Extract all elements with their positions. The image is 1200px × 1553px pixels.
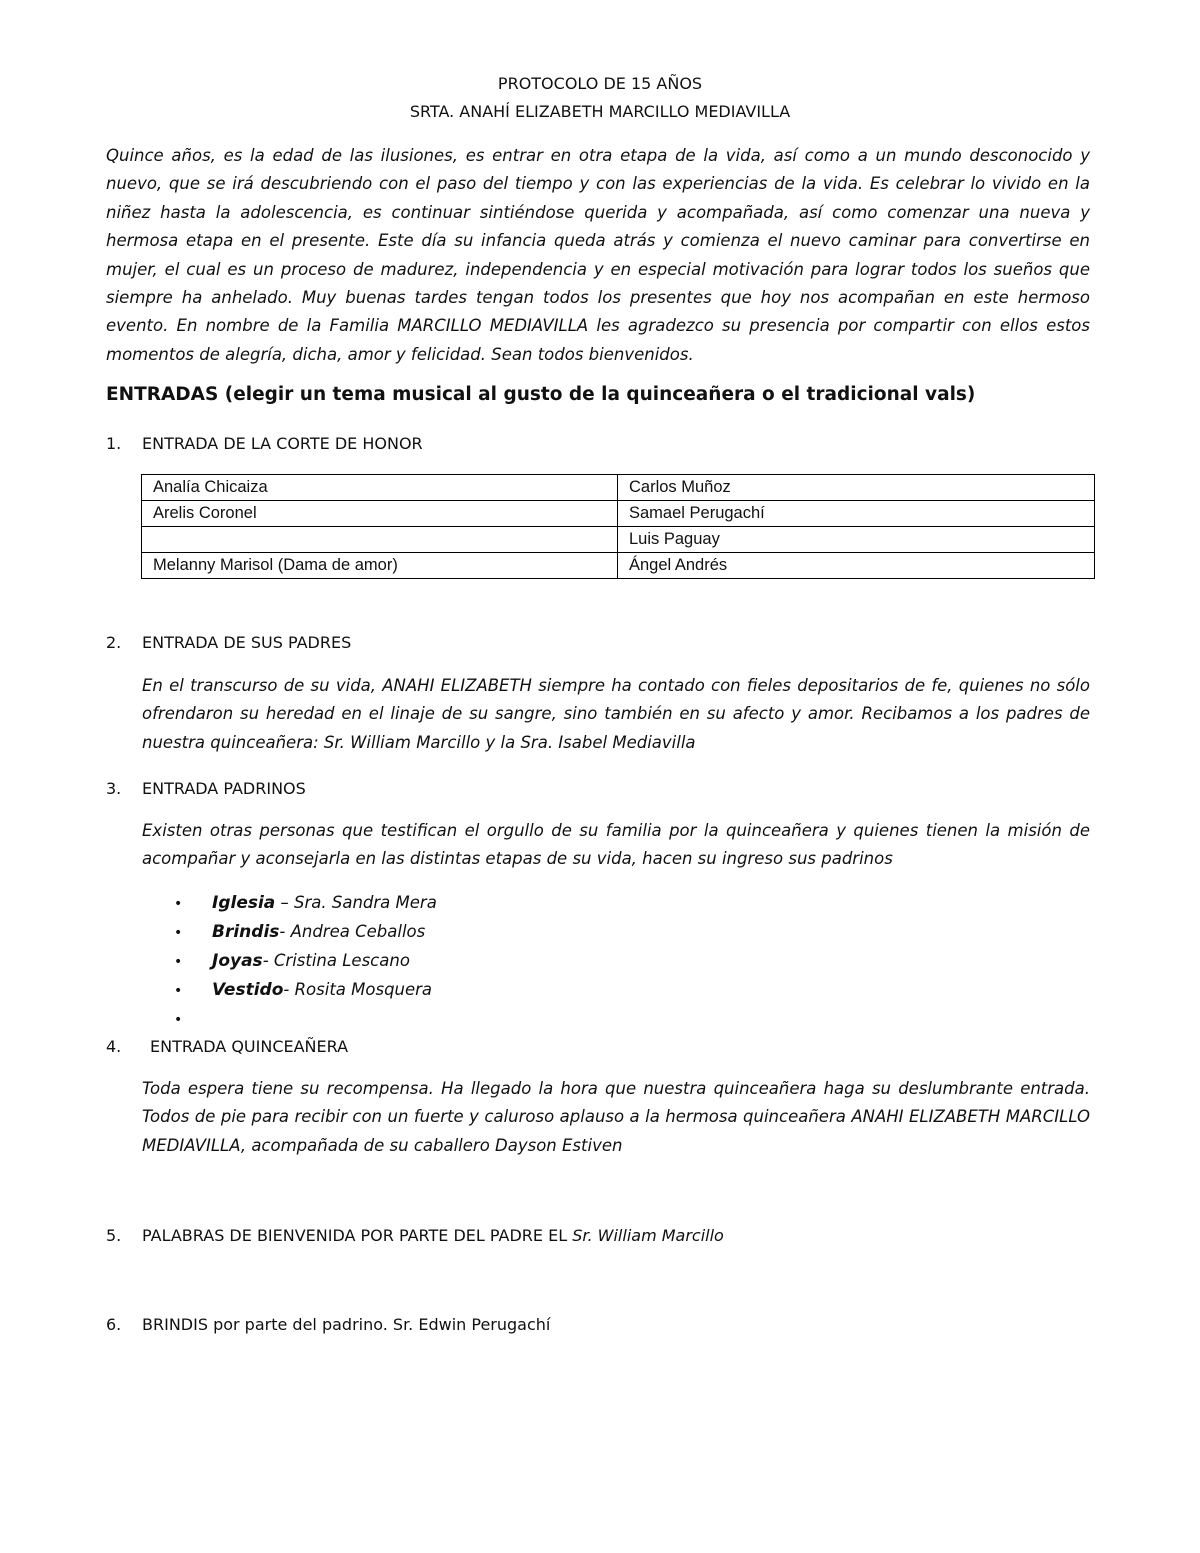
section-label-italic: Sr. William Marcillo xyxy=(572,1226,724,1245)
entradas-heading: ENTRADAS (elegir un tema musical al gusto de la quinceañera o el tradicional vals) xyxy=(106,384,976,405)
table-cell: Analía Chicaiza xyxy=(142,475,618,501)
section-label: ENTRADA QUINCEAÑERA xyxy=(150,1037,349,1056)
padrino-role: Joyas xyxy=(212,951,263,971)
section-3-heading xyxy=(106,779,306,798)
section-number: 6. xyxy=(106,1315,122,1334)
bullet-icon: • xyxy=(174,954,183,970)
table-row xyxy=(142,553,1095,579)
table-cell: Carlos Muñoz xyxy=(618,475,1095,501)
list-item xyxy=(174,975,437,1004)
section-number: 4. xyxy=(106,1037,122,1056)
table-cell: Ángel Andrés xyxy=(618,553,1095,579)
bullet-icon: • xyxy=(174,896,183,912)
list-item xyxy=(174,888,437,917)
table-cell: Melanny Marisol (Dama de amor) xyxy=(142,553,618,579)
section-number: 2. xyxy=(106,633,122,652)
section-label: PALABRAS DE BIENVENIDA POR PARTE DEL PADRE EL xyxy=(142,1226,568,1245)
padrino-name: – Sra. Sandra Mera xyxy=(275,893,437,912)
court-of-honor-table xyxy=(141,474,1095,579)
padrinos-paragraph: Existen otras personas que testifican el orgullo de su familia por la quinceañera y quienes tienen la misión de acompañar y aconsejarla en las distintas etapas de su vida, hacen su ingreso sus padrinos xyxy=(142,821,1090,869)
intro-paragraph: Quince años, es la edad de las ilusiones, es entrar en otra etapa de la vida, así como a un mundo desconocido y nuevo, que se irá descubriendo con el paso del tiempo y con las experiencias de la vida. Es celebrar lo vivido en la niñez hasta la adolescencia, es continuar sintiéndose querida y acompañada, así como comenzar una nueva y hermosa etapa en el presente. Este día su infancia queda atrás y comienza el nuevo caminar para convertirse en mujer, el cual es un proceso de madurez, independencia y en especial motivación para lograr todos los sueños que siempre ha anhelado. Muy buenas tardes tengan todos los presentes que hoy nos acompañan en este hermoso evento. En nombre de la Familia MARCILLO MEDIAVILLA les agradezco su presencia por compartir con ellos estos momentos de alegría, dicha, amor y felicidad. Sean todos bienvenidos. xyxy=(106,146,1090,364)
section-label: ENTRADA DE LA CORTE DE HONOR xyxy=(142,434,423,453)
document-title: PROTOCOLO DE 15 AÑOS xyxy=(497,74,703,93)
padrino-role: Iglesia xyxy=(212,893,276,913)
padrino-role: Brindis xyxy=(212,922,280,942)
section-number: 3. xyxy=(106,779,122,798)
table-cell xyxy=(142,527,618,553)
document-subtitle: SRTA. ANAHÍ ELIZABETH MARCILLO MEDIAVILLA xyxy=(409,102,791,121)
bullet-icon: • xyxy=(174,1012,183,1028)
section-4-heading xyxy=(106,1037,348,1056)
list-item xyxy=(174,1004,437,1033)
padrino-name: - Andrea Ceballos xyxy=(279,922,426,941)
quinceanera-paragraph: Toda espera tiene su recompensa. Ha llegado la hora que nuestra quinceañera haga su deslumbrante entrada. Todos de pie para recibir con un fuerte y caluroso aplauso a la hermosa quinceañera ANAHI ELIZABETH MARCILLO MEDIAVILLA, acompañada de su caballero Dayson Estiven xyxy=(142,1079,1090,1155)
table-row xyxy=(142,475,1095,501)
section-label: ENTRADA PADRINOS xyxy=(142,779,306,798)
section-label: BRINDIS por parte del padrino. Sr. Edwin Perugachí xyxy=(142,1315,551,1334)
padrino-name: - Rosita Mosquera xyxy=(283,980,433,999)
section-5-heading xyxy=(106,1226,724,1245)
padrino-name: - Cristina Lescano xyxy=(262,951,410,970)
section-6-heading xyxy=(106,1315,550,1334)
section-1-heading xyxy=(106,434,423,453)
section-2-heading xyxy=(106,633,351,652)
table-row xyxy=(142,501,1095,527)
padrino-role: Vestido xyxy=(212,980,284,1000)
bullet-icon: • xyxy=(174,983,183,999)
list-item xyxy=(174,946,437,975)
padres-paragraph: En el transcurso de su vida, ANAHI ELIZABETH siempre ha contado con fieles depositarios de fe, quienes no sólo ofrendaron su heredad en el linaje de su sangre, sino también en su afecto y amor. Recibamos a los padres de nuestra quinceañera: Sr. William Marcillo y la Sra. Isabel Mediavilla xyxy=(142,676,1090,752)
section-label: ENTRADA DE SUS PADRES xyxy=(142,633,352,652)
table-cell: Luis Paguay xyxy=(618,527,1095,553)
section-number: 5. xyxy=(106,1226,122,1245)
table-cell: Arelis Coronel xyxy=(142,501,618,527)
list-item xyxy=(174,917,437,946)
table-cell: Samael Perugachí xyxy=(618,501,1095,527)
section-number: 1. xyxy=(106,434,122,453)
padrinos-list xyxy=(174,888,437,1033)
table-row xyxy=(142,527,1095,553)
bullet-icon: • xyxy=(174,925,183,941)
